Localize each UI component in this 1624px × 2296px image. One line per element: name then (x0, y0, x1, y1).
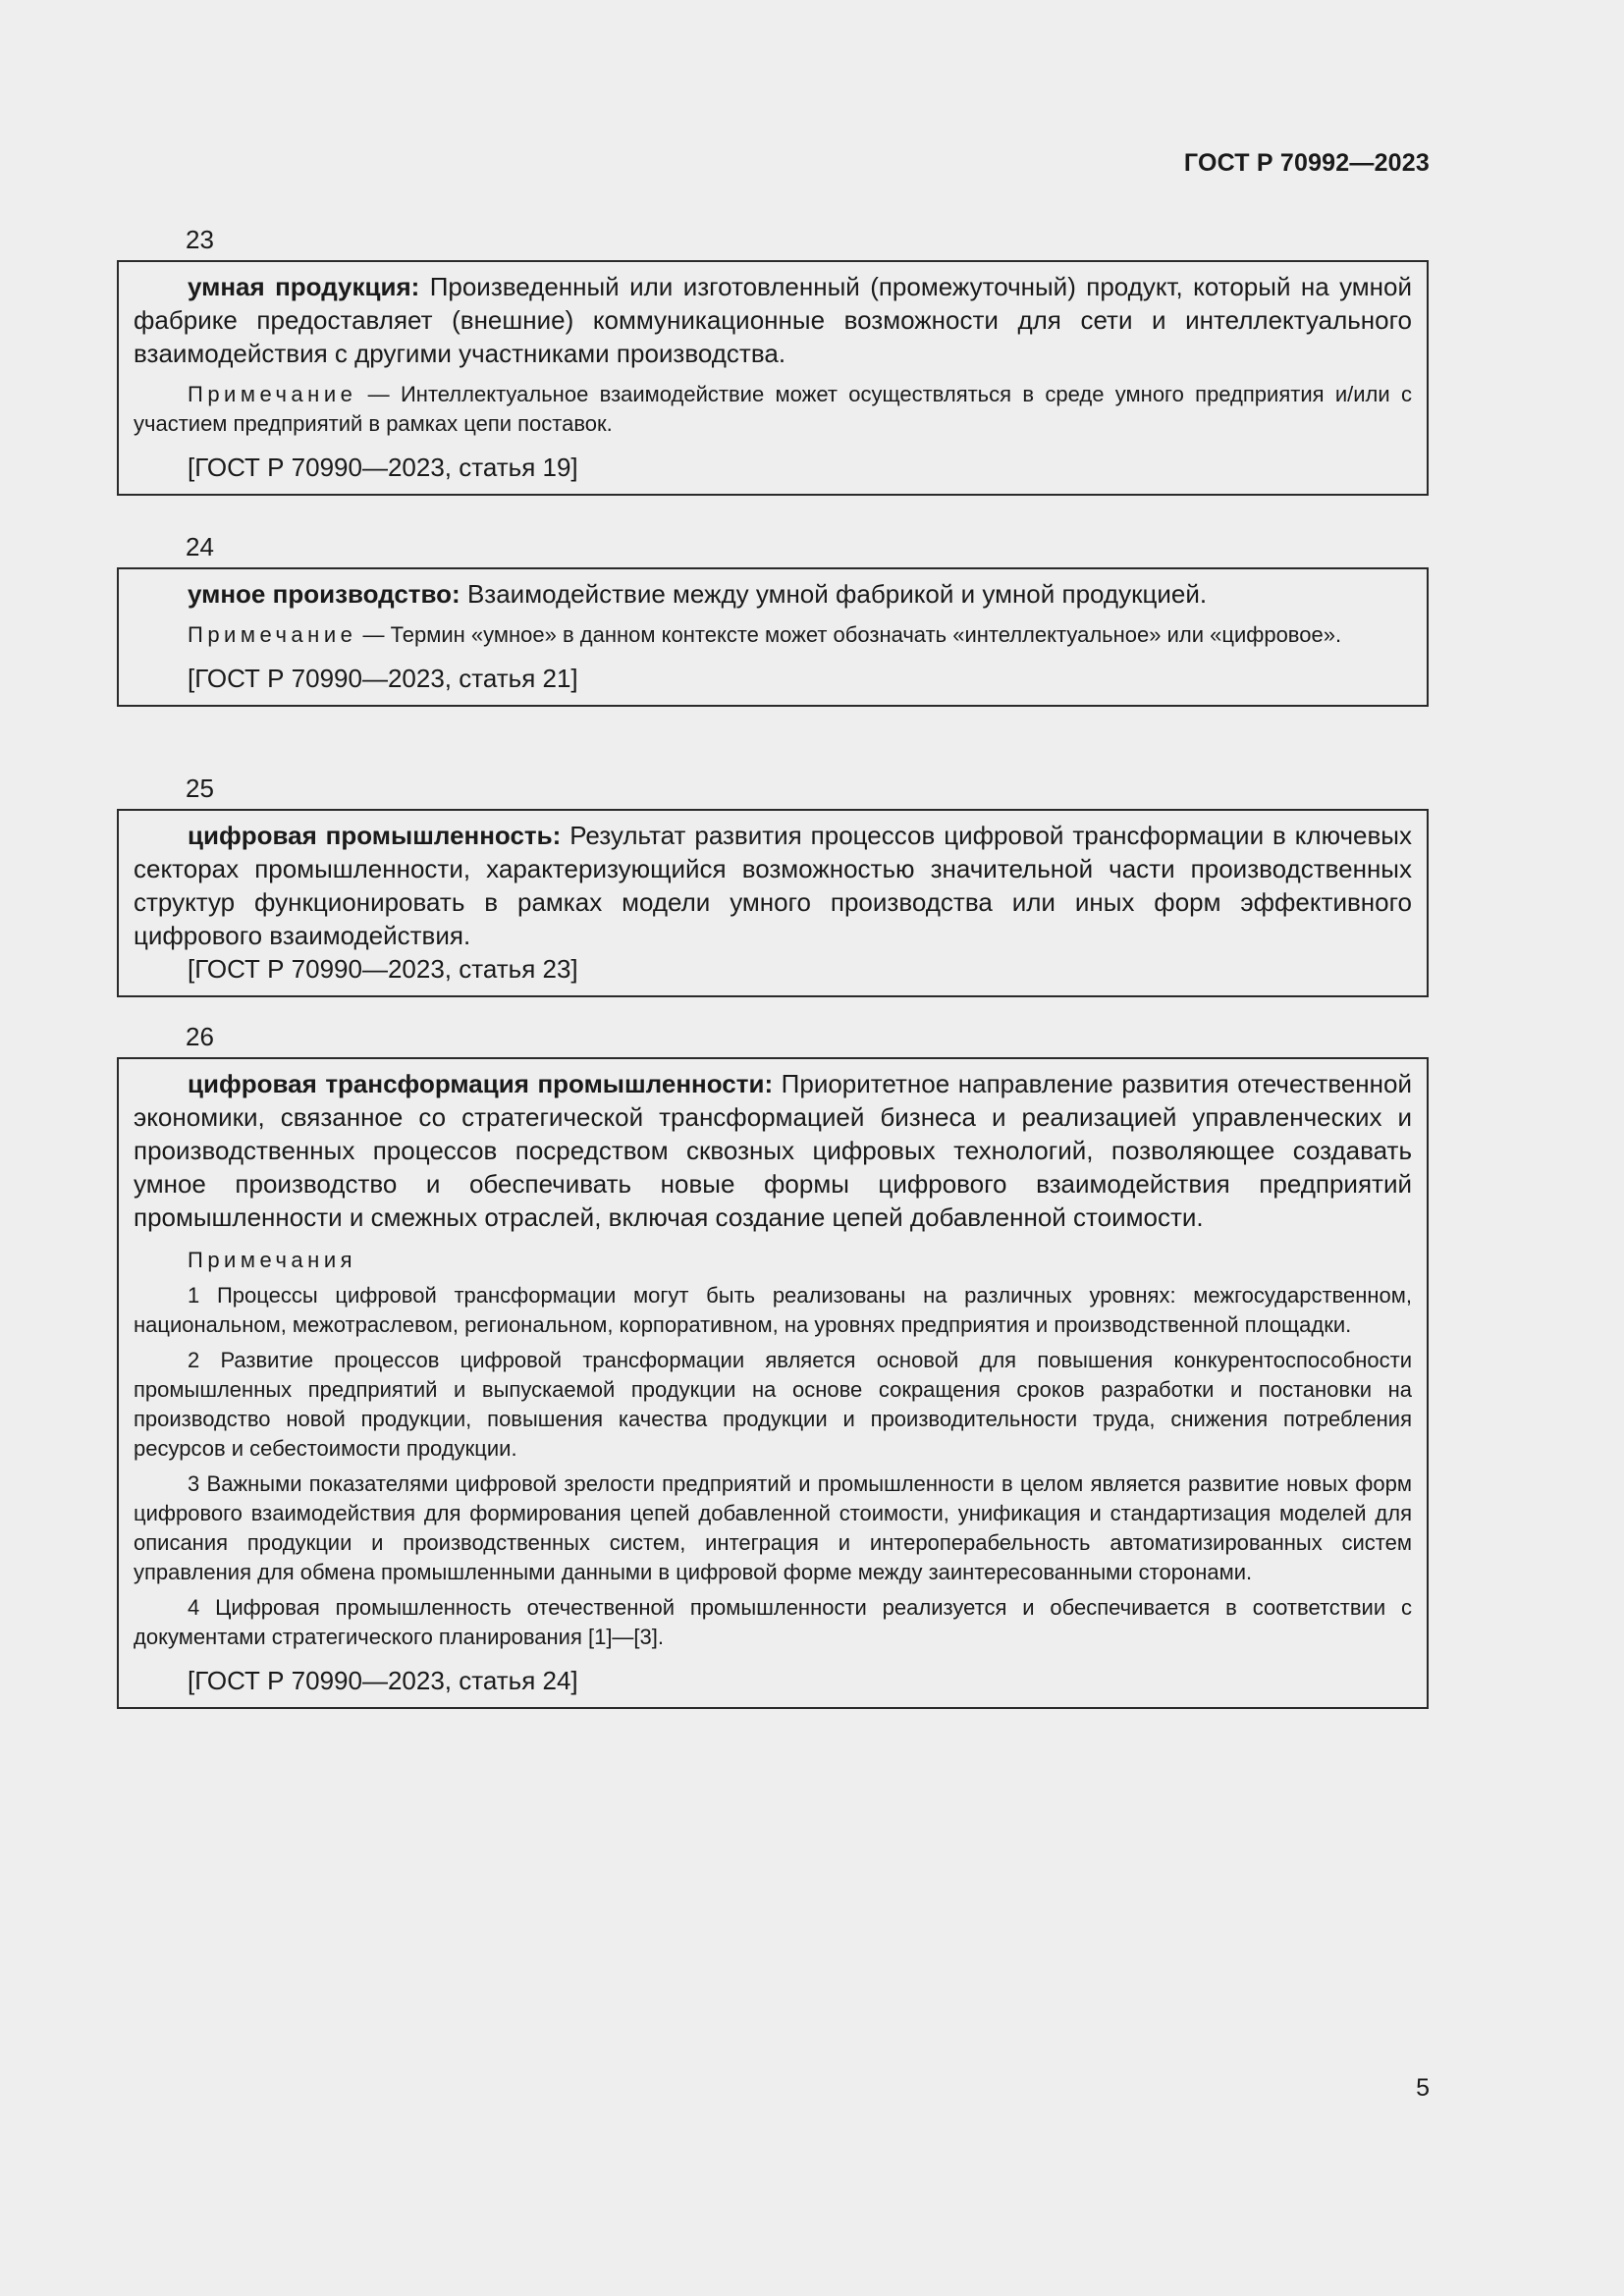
source-reference: [ГОСТ Р 70990—2023, статья 24] (188, 1666, 578, 1695)
note-item-4: 4 Цифровая промышленность отечественной промышленности реализуется и обеспечивается в соответствии с документами стратегического планирования [1]—[3]. (134, 1595, 1412, 1649)
definition-text: Результат развития процессов цифровой трансформации в ключевых секторах промышленности, характеризующийся возможностью значительной части производственных структур функционировать в рамках модели умного производства или иных форм эффективного цифрового взаимодействия. (134, 821, 1412, 950)
page-number: 5 (1416, 2074, 1430, 2102)
definition-paragraph (134, 270, 1412, 370)
definition-paragraph (134, 577, 1412, 611)
definition-text: Произведенный или изготовленный (промежуточный) продукт, который на умной фабрике предоставляет (внешние) коммуникационные возможности для сети и интеллектуального взаимодействия с другими участниками производства. (134, 272, 1412, 368)
definition-text: Взаимодействие между умной фабрикой и умной продукцией. (460, 579, 1208, 609)
definition-paragraph (134, 1067, 1412, 1234)
definition-box (117, 260, 1429, 496)
note-item-2: 2 Развитие процессов цифровой трансформации является основой для повышения конкурентоспособности промышленных предприятий и выпускаемой продукции на основе сокращения сроков разработки и постановки на производство новой продукции, повышения качества продукции и производительности труда, снижения потребления ресурсов и себестоимости продукции. (134, 1348, 1412, 1461)
entry-number: 25 (186, 774, 214, 803)
entry-number: 26 (186, 1022, 214, 1051)
note-paragraph (134, 380, 1412, 439)
definition-box (117, 1057, 1429, 1709)
source-reference: [ГОСТ Р 70990—2023, статья 21] (188, 664, 578, 693)
note-paragraph (134, 620, 1412, 650)
definition-box (117, 567, 1429, 707)
note-label: Примечание (188, 382, 357, 406)
definition-text: Приоритетное направление развития отечественной экономики, связанное со стратегической трансформацией бизнеса и реализацией управленческих и производственных процессов посредством сквозных цифровых технологий, позволяющее создавать умное производство и обеспечивать новые формы цифрового взаимодействия предприятий промышленности и смежных отраслей, включая создание цепей добавленной стоимости. (134, 1069, 1413, 1232)
source-reference: [ГОСТ Р 70990—2023, статья 19] (188, 453, 578, 482)
document-code: ГОСТ Р 70992—2023 (1183, 149, 1430, 177)
term-entry-23 (117, 225, 1429, 496)
definition-paragraph (134, 819, 1412, 952)
entry-number: 23 (186, 225, 214, 254)
definition-box (117, 809, 1429, 997)
term-title: умное производство: (188, 579, 460, 609)
term-title: цифровая промышленность: (188, 821, 562, 850)
term-entry-24 (117, 532, 1429, 707)
note-text: — Интеллектуальное взаимодействие может осуществляться в среде умного предприятия и/или с участием предприятий в рамках цепи поставок. (134, 382, 1412, 436)
note-item-1: 1 Процессы цифровой трансформации могут быть реализованы на различных уровнях: межгосударственном, национальном, межотраслевом, региональном, корпоративном, на уровнях предприятия и производственной площадки. (134, 1283, 1412, 1337)
note-label: Примечание (188, 622, 357, 647)
term-title: умная продукция: (188, 272, 420, 301)
source-reference: [ГОСТ Р 70990—2023, статья 23] (188, 954, 578, 984)
term-title: цифровая трансформация промышленности: (188, 1069, 774, 1098)
entry-number: 24 (186, 532, 214, 561)
notes-heading: Примечания (188, 1248, 357, 1272)
note-text: — Термин «умное» в данном контексте может обозначать «интеллектуальное» или «цифровое». (356, 622, 1342, 647)
term-entry-26 (117, 1022, 1429, 1709)
term-entry-25 (117, 774, 1429, 997)
note-item-3: 3 Важными показателями цифровой зрелости предприятий и промышленности в целом является развитие новых форм цифрового взаимодействия для формирования цепей добавленной стоимости, унификация и стандартизация моделей для описания продукции и производственных систем, интеграция и интероперабельность автоматизированных систем управления для обмена промышленными данными в цифровой форме между заинтересованными сторонами. (134, 1471, 1412, 1584)
